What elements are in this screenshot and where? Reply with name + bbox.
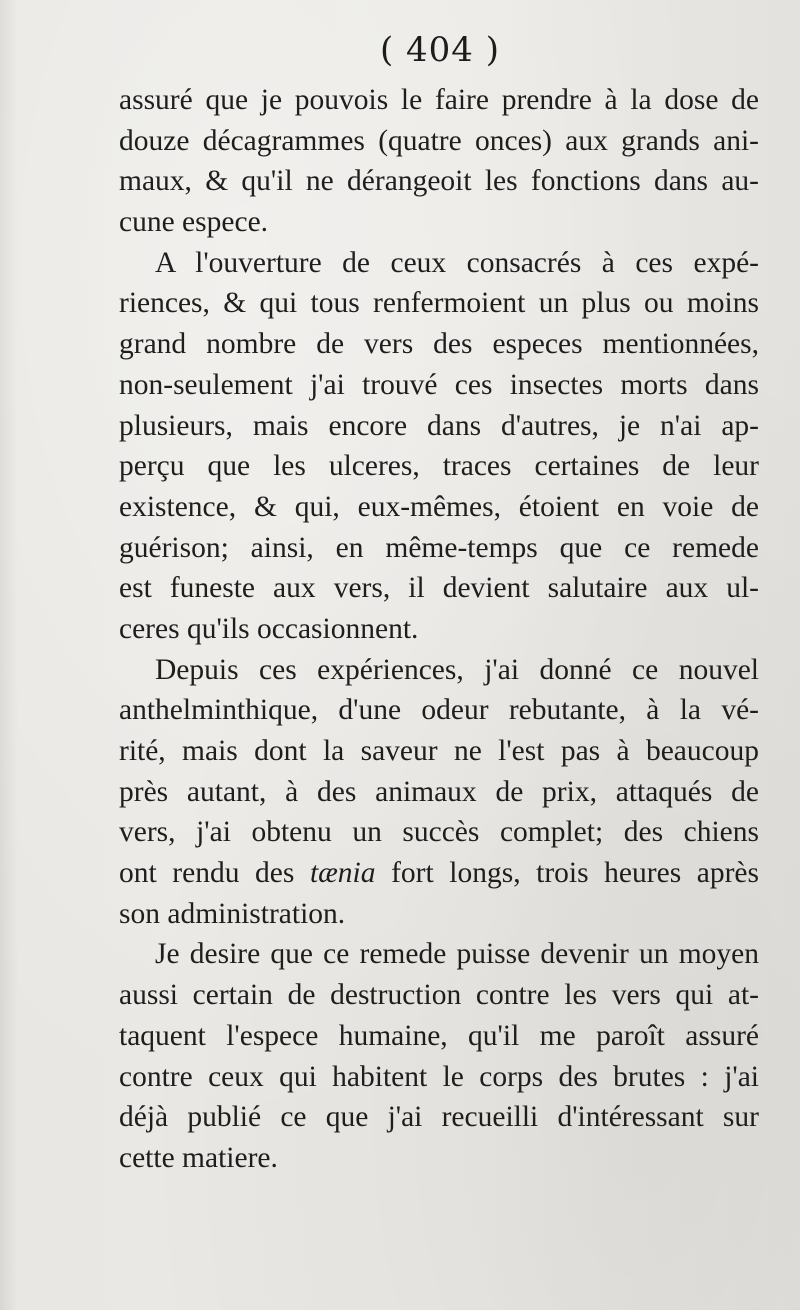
text-line: douze décagrammes (quatre onces) aux grands ani- xyxy=(119,124,759,157)
paragraph-2 xyxy=(119,243,759,650)
text-line: plusieurs, mais encore dans d'autres, je n'ai ap- xyxy=(119,409,759,442)
text-line: cune espece. xyxy=(119,206,269,239)
text-line: grand nombre de vers des especes mentionnées, xyxy=(119,328,759,361)
paragraph-4 xyxy=(119,934,759,1178)
text-segment: ont rendu des xyxy=(119,857,310,890)
text-segment: fort longs, trois heures après xyxy=(375,857,759,890)
text-line: perçu que les ulceres, traces certaines de leur xyxy=(119,450,759,483)
text-line: Depuis ces expériences, j'ai donné ce nouvel xyxy=(155,653,759,686)
text-line: ceres qu'ils occasionnent. xyxy=(119,612,419,645)
text-line: guérison; ainsi, en même-temps que ce remede xyxy=(119,531,759,564)
text-line: maux, & qu'il ne dérangeoit les fonctions dans au- xyxy=(119,165,759,198)
text-line: déjà publié ce que j'ai recueilli d'intéressant sur xyxy=(119,1101,759,1134)
text-line: anthelminthique, d'une odeur rebutante, à la vé- xyxy=(119,694,759,727)
text-line: taquent l'espece humaine, qu'il me paroît assuré xyxy=(119,1019,759,1052)
italic-term: tænia xyxy=(309,857,376,890)
text-line: aussi certain de destruction contre les vers qui at- xyxy=(119,979,759,1012)
text-line: près autant, à des animaux de prix, attaqués de xyxy=(119,775,759,808)
text-line: riences, & qui tous renfermoient un plus ou moins xyxy=(119,287,759,320)
text-line: Je desire que ce remede puisse devenir un moyen xyxy=(155,938,759,971)
text-line-with-italic xyxy=(119,853,759,894)
text-line: existence, & qui, eux-mêmes, étoient en voie de xyxy=(119,490,759,523)
text-line: rité, mais dont la saveur ne l'est pas à beaucoup xyxy=(119,735,759,767)
text-line: est funeste aux vers, il devient salutaire aux ul- xyxy=(119,572,759,605)
page-number: ( 404 ) xyxy=(379,30,501,70)
text-line: non-seulement j'ai trouvé ces insectes morts dans xyxy=(119,368,759,401)
text-line: assuré que je pouvois le faire prendre à la dose de xyxy=(119,84,759,116)
text-line: cette matiere. xyxy=(119,1141,278,1174)
paragraph-1 xyxy=(119,80,759,243)
text-line: A l'ouverture de ceux consacrés à ces expé- xyxy=(155,246,759,279)
text-line: vers, j'ai obtenu un succès complet; des chiens xyxy=(119,816,759,849)
body-text xyxy=(119,80,759,1179)
text-line: contre ceux qui habitent le corps des brutes : j'ai xyxy=(119,1060,759,1093)
paragraph-3 xyxy=(119,650,759,935)
text-line: son administration. xyxy=(119,897,346,930)
